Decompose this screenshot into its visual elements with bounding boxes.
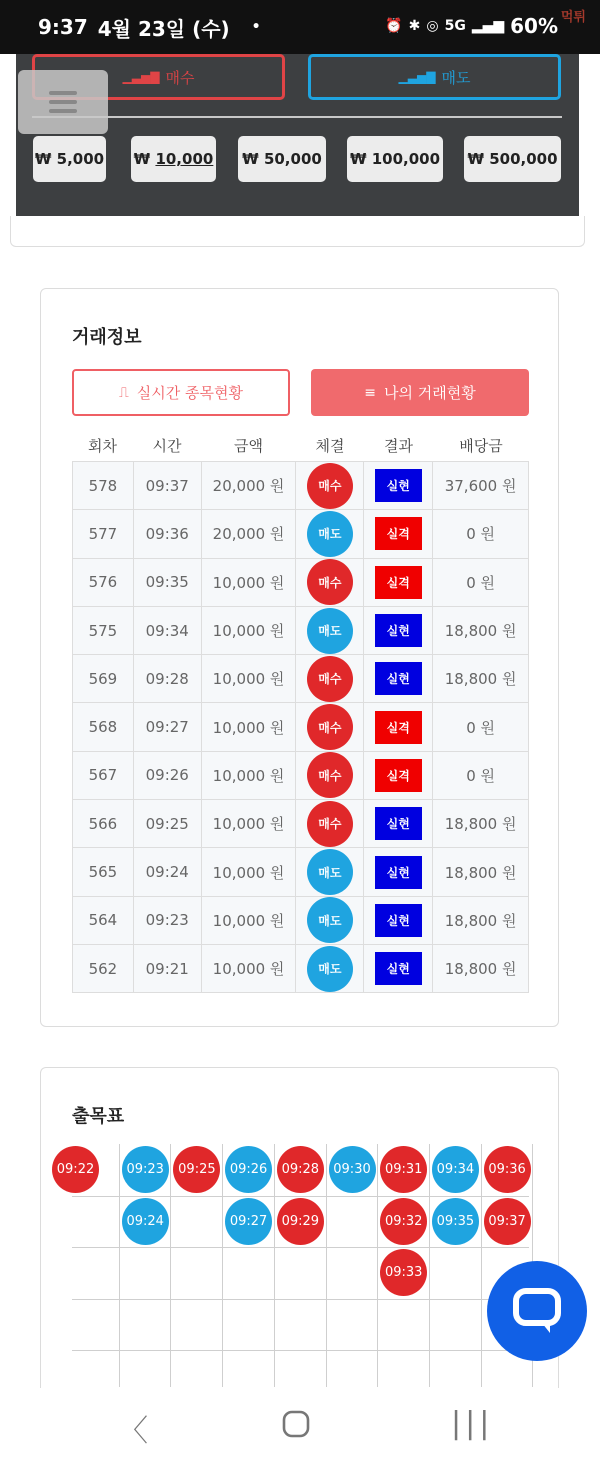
cell-trade xyxy=(296,655,364,703)
status-dot: • xyxy=(251,19,261,35)
result-badge: 실현 xyxy=(375,904,422,937)
amount-value: 5,000 xyxy=(56,150,105,168)
bars-icon: ▁▃▅▇ xyxy=(122,70,160,84)
chat-bubble-icon xyxy=(512,1287,562,1335)
grid-line xyxy=(72,1196,529,1197)
trade-type-badge: 매수 xyxy=(307,559,353,605)
amount-value: 10,000 xyxy=(155,150,214,168)
table-row xyxy=(73,703,529,751)
cell-time: 09:26 xyxy=(133,751,201,799)
alarm-icon: ⏰ xyxy=(385,18,403,34)
cell-time: 09:36 xyxy=(133,510,201,558)
grid-line xyxy=(119,1144,120,1387)
result-grid xyxy=(56,1144,529,1387)
back-icon[interactable]: 〈 xyxy=(118,1414,148,1449)
sell-button[interactable] xyxy=(308,54,561,100)
table-row xyxy=(73,896,529,944)
trade-type-badge: 매수 xyxy=(307,752,353,798)
tab-live-status[interactable] xyxy=(72,369,290,416)
cell-payout: 18,800 원 xyxy=(433,655,529,703)
cell-round: 564 xyxy=(73,896,134,944)
result-ball: 09:24 xyxy=(122,1198,169,1245)
result-ball: 09:36 xyxy=(484,1146,531,1193)
cell-round: 566 xyxy=(73,800,134,848)
menu-button[interactable] xyxy=(18,70,108,134)
bars-icon: ▁▃▅▇ xyxy=(398,70,436,84)
cell-amount: 10,000 원 xyxy=(201,751,296,799)
amount-button-50000[interactable] xyxy=(238,136,326,182)
table-row xyxy=(73,462,529,510)
trade-type-badge: 매수 xyxy=(307,801,353,847)
hamburger-icon-bar xyxy=(49,109,77,113)
result-badge: 실현 xyxy=(375,469,422,502)
cell-round: 569 xyxy=(73,655,134,703)
cell-amount: 10,000 원 xyxy=(201,800,296,848)
status-date: 4월 23일 (수) xyxy=(97,16,230,41)
cell-payout: 0 원 xyxy=(433,510,529,558)
amount-button-10000[interactable] xyxy=(131,136,216,182)
cell-result xyxy=(364,655,433,703)
battery-label: 60% xyxy=(510,14,558,38)
amount-value: 100,000 xyxy=(371,150,441,168)
table-row xyxy=(73,606,529,654)
table-row xyxy=(73,510,529,558)
cell-amount: 20,000 원 xyxy=(201,510,296,558)
table-header xyxy=(72,435,529,456)
result-badge: 실현 xyxy=(375,614,422,647)
cell-result xyxy=(364,800,433,848)
cell-trade xyxy=(296,510,364,558)
trade-card-bottom xyxy=(10,216,585,247)
trade-type-badge: 매도 xyxy=(307,608,353,654)
result-ball: 09:22 xyxy=(52,1146,99,1193)
column-header: 시간 xyxy=(152,437,182,455)
chat-button[interactable] xyxy=(487,1261,587,1361)
cell-time: 09:25 xyxy=(133,800,201,848)
cell-payout: 18,800 원 xyxy=(433,944,529,992)
result-badge: 실현 xyxy=(375,807,422,840)
cell-trade xyxy=(296,703,364,751)
cell-round: 576 xyxy=(73,558,134,606)
grid-line xyxy=(72,1350,529,1351)
amount-button-500000[interactable] xyxy=(464,136,561,182)
amount-button-100000[interactable] xyxy=(347,136,443,182)
cell-trade xyxy=(296,848,364,896)
result-ball: 09:37 xyxy=(484,1198,531,1245)
tab-my-trades[interactable] xyxy=(311,369,529,416)
cell-trade xyxy=(296,462,364,510)
cell-time: 09:23 xyxy=(133,896,201,944)
column-header: 결과 xyxy=(384,437,413,455)
cell-amount: 10,000 원 xyxy=(201,703,296,751)
cell-amount: 20,000 원 xyxy=(201,462,296,510)
cell-amount: 10,000 원 xyxy=(201,655,296,703)
cell-round: 575 xyxy=(73,606,134,654)
cell-time: 09:37 xyxy=(133,462,201,510)
cell-result xyxy=(364,558,433,606)
cell-trade xyxy=(296,800,364,848)
status-bar xyxy=(0,0,600,54)
result-ball: 09:26 xyxy=(225,1146,272,1193)
cell-result xyxy=(364,751,433,799)
table-row xyxy=(73,848,529,896)
tab-mine-label: 나의 거래현황 xyxy=(384,384,476,402)
cell-round: 562 xyxy=(73,944,134,992)
amount-value: 500,000 xyxy=(489,150,558,168)
hamburger-icon-bar xyxy=(49,100,77,104)
trade-type-badge: 매도 xyxy=(307,511,353,557)
cell-amount: 10,000 원 xyxy=(201,848,296,896)
cell-result xyxy=(364,510,433,558)
cell-round: 577 xyxy=(73,510,134,558)
result-ball: 09:32 xyxy=(380,1198,427,1245)
pulse-icon: ⎍ xyxy=(118,384,129,401)
cell-payout: 18,800 원 xyxy=(433,800,529,848)
table-row xyxy=(73,751,529,799)
cell-time: 09:34 xyxy=(133,606,201,654)
cell-result xyxy=(364,848,433,896)
cell-payout: 18,800 원 xyxy=(433,848,529,896)
grid-line xyxy=(377,1144,378,1387)
sell-label: 매도 xyxy=(441,68,471,87)
column-header: 체결 xyxy=(315,437,345,455)
grid-line xyxy=(170,1144,171,1387)
column-header: 배당금 xyxy=(459,437,503,455)
result-board-title: 출목표 xyxy=(72,1106,125,1127)
cell-amount: 10,000 원 xyxy=(201,558,296,606)
result-ball: 09:31 xyxy=(380,1146,427,1193)
cell-time: 09:28 xyxy=(133,655,201,703)
trade-info-title: 거래정보 xyxy=(72,327,142,348)
grid-line xyxy=(429,1144,430,1387)
list-icon: ≡ xyxy=(364,384,376,401)
grid-line xyxy=(481,1144,482,1387)
cell-time: 09:27 xyxy=(133,703,201,751)
cell-payout: 0 원 xyxy=(433,751,529,799)
trade-type-badge: 매수 xyxy=(307,656,353,702)
cell-payout: 18,800 원 xyxy=(433,606,529,654)
cell-time: 09:35 xyxy=(133,558,201,606)
cell-trade xyxy=(296,606,364,654)
hotspot-icon: ◎ xyxy=(426,18,439,34)
cell-trade xyxy=(296,751,364,799)
result-ball: 09:29 xyxy=(277,1198,324,1245)
cell-payout: 18,800 원 xyxy=(433,896,529,944)
trade-type-badge: 매도 xyxy=(307,946,353,992)
home-icon[interactable] xyxy=(282,1410,310,1446)
result-ball: 09:25 xyxy=(173,1146,220,1193)
divider xyxy=(32,116,562,118)
signal-icon: ▂▄▆ xyxy=(471,18,505,34)
currency-symbol: ₩ xyxy=(242,150,259,168)
result-ball: 09:34 xyxy=(432,1146,479,1193)
watermark: 먹튀 xyxy=(560,10,586,25)
result-board-card xyxy=(40,1067,559,1407)
cell-trade xyxy=(296,944,364,992)
result-badge: 실현 xyxy=(375,856,422,889)
currency-symbol: ₩ xyxy=(349,150,367,168)
amount-button-5000[interactable] xyxy=(33,136,106,182)
status-time: 9:37 xyxy=(38,15,88,39)
cell-amount: 10,000 원 xyxy=(201,944,296,992)
network-label: 5G xyxy=(444,18,466,34)
buy-label: 매수 xyxy=(165,68,195,87)
result-badge: 실격 xyxy=(375,566,422,599)
amount-value: 50,000 xyxy=(263,150,322,168)
result-badge: 실격 xyxy=(375,711,422,744)
trade-type-badge: 매도 xyxy=(307,849,353,895)
grid-line xyxy=(222,1144,223,1387)
cell-payout: 0 원 xyxy=(433,558,529,606)
trade-info-card xyxy=(40,288,559,1027)
tab-live-label: 실시간 종목현황 xyxy=(136,384,243,402)
grid-line xyxy=(274,1144,275,1387)
cell-result xyxy=(364,944,433,992)
trade-type-badge: 매수 xyxy=(307,463,353,509)
result-ball: 09:27 xyxy=(225,1198,272,1245)
cell-amount: 10,000 원 xyxy=(201,606,296,654)
cell-round: 567 xyxy=(73,751,134,799)
currency-symbol: ₩ xyxy=(34,150,52,168)
bluetooth-icon: ✱ xyxy=(408,18,421,34)
cell-result xyxy=(364,606,433,654)
cell-result xyxy=(364,896,433,944)
cell-payout: 37,600 원 xyxy=(433,462,529,510)
cell-round: 565 xyxy=(73,848,134,896)
result-ball: 09:30 xyxy=(329,1146,376,1193)
column-header: 회차 xyxy=(88,437,117,455)
cell-payout: 0 원 xyxy=(433,703,529,751)
grid-line xyxy=(72,1299,529,1300)
table-row xyxy=(73,655,529,703)
system-nav-bar xyxy=(0,1388,600,1467)
grid-line xyxy=(326,1144,327,1387)
currency-symbol: ₩ xyxy=(133,150,151,168)
cell-time: 09:24 xyxy=(133,848,201,896)
currency-symbol: ₩ xyxy=(467,150,484,168)
result-badge: 실현 xyxy=(375,662,422,695)
cell-amount: 10,000 원 xyxy=(201,896,296,944)
result-ball: 09:33 xyxy=(380,1249,427,1296)
trade-table xyxy=(72,461,529,993)
table-row xyxy=(73,558,529,606)
result-badge: 실현 xyxy=(375,952,422,985)
cell-round: 578 xyxy=(73,462,134,510)
cell-trade xyxy=(296,896,364,944)
result-ball: 09:28 xyxy=(277,1146,324,1193)
column-header: 금액 xyxy=(234,437,263,455)
cell-round: 568 xyxy=(73,703,134,751)
grid-line xyxy=(72,1247,529,1248)
cell-trade xyxy=(296,558,364,606)
result-ball: 09:35 xyxy=(432,1198,479,1245)
cell-time: 09:21 xyxy=(133,944,201,992)
hamburger-icon xyxy=(49,91,77,95)
result-ball: 09:23 xyxy=(122,1146,169,1193)
trade-type-badge: 매도 xyxy=(307,897,353,943)
trade-type-badge: 매수 xyxy=(307,704,353,750)
result-badge: 실격 xyxy=(375,759,422,792)
status-icons xyxy=(385,14,558,38)
cell-result xyxy=(364,703,433,751)
recents-icon[interactable]: ||| xyxy=(451,1406,494,1441)
table-row xyxy=(73,800,529,848)
cell-result xyxy=(364,462,433,510)
result-badge: 실격 xyxy=(375,517,422,550)
table-row xyxy=(73,944,529,992)
